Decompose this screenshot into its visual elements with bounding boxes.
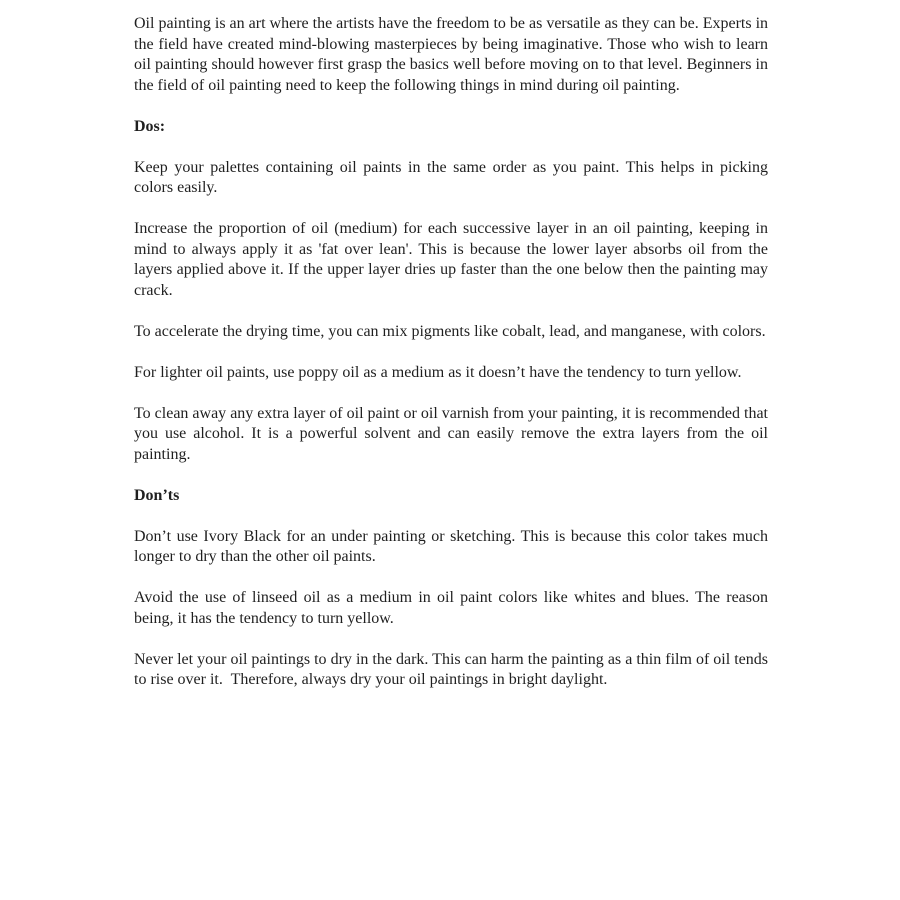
dos-item-poppy-oil: For lighter oil paints, use poppy oil as a medium as it doesn’t have the tendency to turn yellow. <box>134 363 742 381</box>
dos-item-clean-alcohol: To clean away any extra layer of oil paint or oil varnish from your painting, it is recommended that you use alcohol. It is a powerful solvent and can easily remove the extra layers from the oil painting. <box>134 404 768 463</box>
dos-item-oil-proportion: Increase the proportion of oil (medium) for each successive layer in an oil painting, keeping in mind to always apply it as 'fat over lean'. This is because the lower layer absorbs oil from the layers applied above it. If the upper layer dries up faster than the one below then the painting may crack. <box>134 220 768 299</box>
document-page <box>134 14 768 711</box>
dos-heading: Dos: <box>134 117 166 135</box>
donts-item-ivory-black: Don’t use Ivory Black for an under painting or sketching. This is because this color takes much longer to dry than the other oil paints. <box>134 527 768 565</box>
donts-heading: Don’ts <box>134 486 180 504</box>
intro-paragraph: Oil painting is an art where the artists have the freedom to be as versatile as they can be. Experts in the field have created mind-blowing masterpieces by being imaginative. Those who wish to learn oil painting should however first grasp the basics well before moving on to that level. Beginners in the field of oil painting need to keep the following things in mind during oil painting. <box>134 15 769 94</box>
donts-item-dry-in-dark: Never let your oil paintings to dry in the dark. This can harm the painting as a thin film of oil tends to rise over it. Therefore, always dry your oil paintings in bright daylight. <box>134 650 768 688</box>
dos-item-drying-time: To accelerate the drying time, you can mix pigments like cobalt, lead, and manganese, with colors. <box>134 322 766 340</box>
donts-item-linseed-oil: Avoid the use of linseed oil as a medium in oil paint colors like whites and blues. The reason being, it has the tendency to turn yellow. <box>134 589 768 627</box>
dos-item-palettes: Keep your palettes containing oil paints in the same order as you paint. This helps in picking colors easily. <box>134 158 768 196</box>
